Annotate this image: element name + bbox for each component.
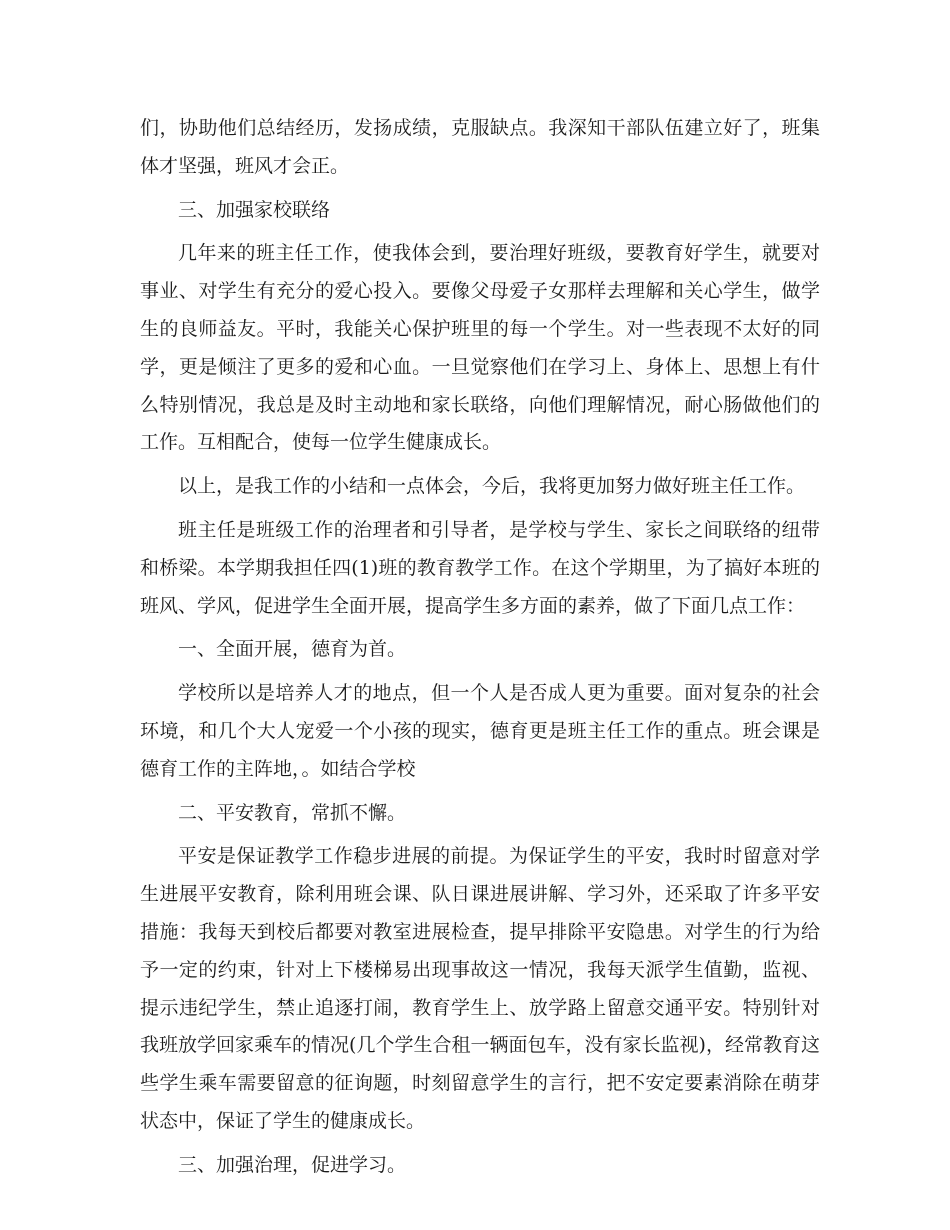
paragraph: 以上，是我工作的小结和一点体会，今后，我将更加努力做好班主任工作。	[178, 475, 806, 498]
section-heading-moral-education: 一、全面开展，德育为首。	[178, 638, 407, 661]
section-heading-safety-education: 二、平安教育，常抓不懈。	[178, 801, 407, 824]
paragraph: 几年来的班主任工作，使我体会到，要治理好班级，要教育好学生，就要对事业、对学生有充分的爱心投入。要像父母爱子女那样去理解和关心学生，做学生的良师益友。平时，我能关心保护班里的每一个学生。对一些表现不太好的同学，更是倾注了更多的爱和心血。一旦觉察他们在学习上、身体上、思想上有什么特别情况，我总是及时主动地和家长联络，向他们理解情况，耐心肠做他们的工作。互相配合，使每一位学生健康成长。	[140, 242, 820, 454]
section-heading-home-school: 三、加强家校联络	[178, 198, 331, 221]
paragraph: 班主任是班级工作的治理者和引导者，是学校与学生、家长之间联络的纽带和桥梁。本学期我担任四(1)班的教育教学工作。在这个学期里，为了搞好本班的班风、学风，促进学生全面开展，提高学生多方面的素养，做了下面几点工作：	[140, 518, 820, 617]
paragraph: 学校所以是培养人才的地点，但一个人是否成人更为重要。面对复杂的社会环境，和几个大人宠爱一个小孩的现实，德育更是班主任工作的重点。班会课是德育工作的主阵地，。如结合学校	[140, 682, 820, 780]
paragraph: 平安是保证教学工作稳步进展的前提。为保证学生的平安，我时时留意对学生进展平安教育，除利用班会课、队日课进展讲解、学习外，还采取了许多平安措施：我每天到校后都要对教室进展检查，提早排除平安隐患。对学生的行为给予一定的约束，针对上下楼梯易出现事故这一情况，我每天派学生值勤，监视、提示违纪学生，禁止追逐打闹，教育学生上、放学路上留意交通平安。特别针对我班放学回家乘车的情况(几个学生合租一辆面包车，没有家长监视)，经常教育这些学生乘车需要留意的征询题，时刻留意学生的言行，把不安定要素消除在萌芽状态中，保证了学生的健康成长。	[140, 845, 820, 1132]
paragraph-continuation: 们，协助他们总结经历，发扬成绩，克服缺点。我深知干部队伍建立好了，班集体才坚强，班风才会正。	[140, 117, 820, 177]
section-heading-management: 三、加强治理，促进学习。	[178, 1153, 407, 1176]
document-body	[140, 110, 820, 1191]
